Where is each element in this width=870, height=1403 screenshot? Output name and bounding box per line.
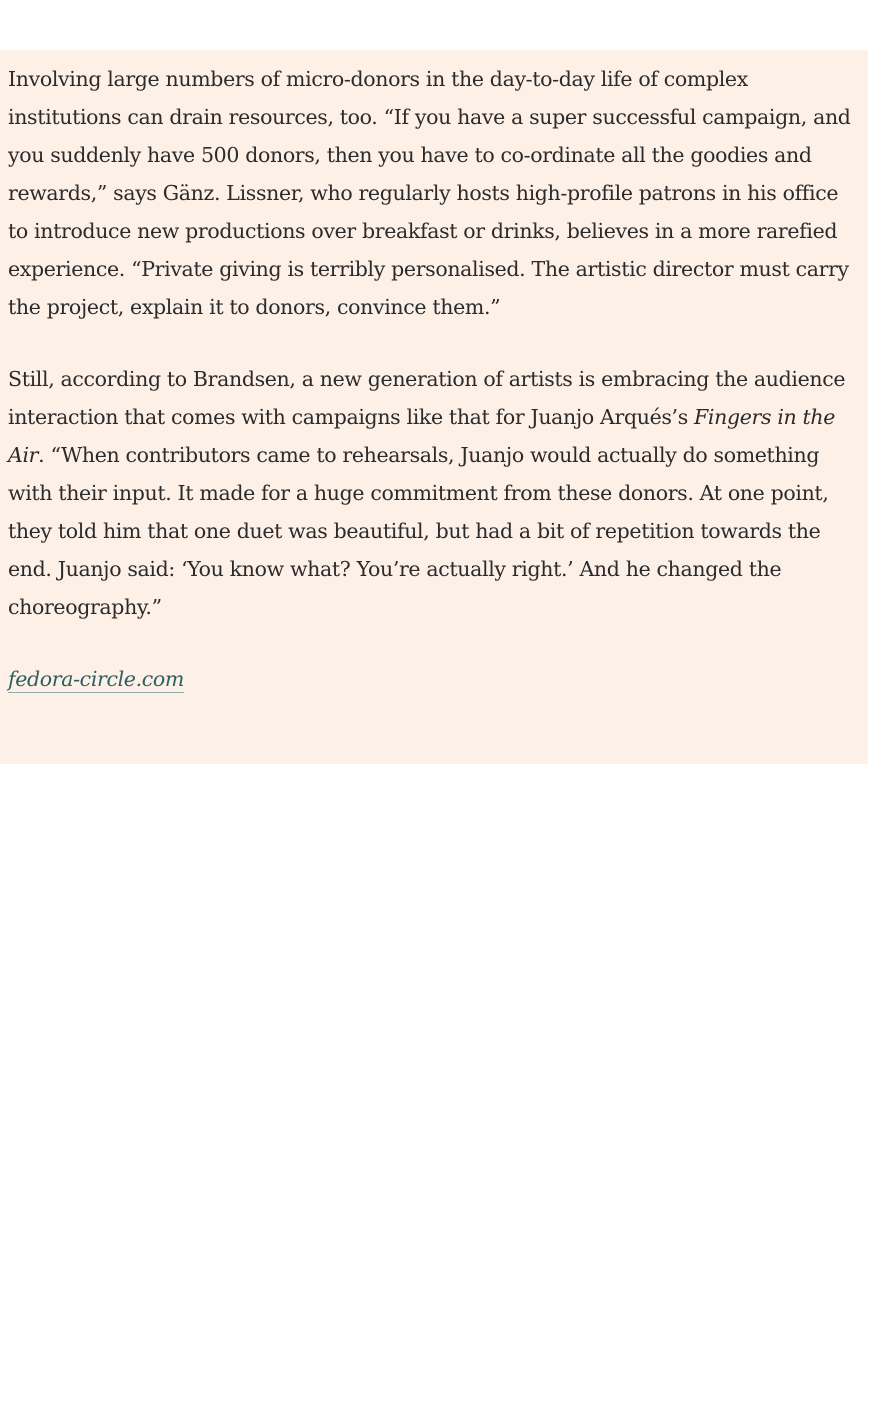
article-body (8, 60, 858, 698)
work-title: Fingers in the Air (8, 405, 836, 467)
paragraph-text-end: . “When contributors came to rehearsals, Juanjo would actually do something with their input. It made for a huge commitment from these donors. At one point, they told him that one duet was beautiful, but had a bit of repetition towards the end. Juanjo said: ‘You know what? You’re actually right.’ And he changed the choreography.” (8, 443, 829, 619)
paragraph-text-start: Still, according to Brandsen, a new generation of artists is embracing the audience interaction that comes with campaigns like that for Juanjo Arqués’s (8, 367, 846, 429)
article-panel (0, 50, 868, 764)
source-link[interactable]: fedora-circle.com (8, 667, 184, 691)
paragraph-audience-interaction (8, 360, 858, 626)
paragraph-text: Involving large numbers of micro-donors in the day-to-day life of complex institutions can drain resources, too. “If you have a super successful campaign, and you suddenly have 500 donors, then you have to co-ordinate all the goodies and rewards,” says Gänz. Lissner, who regularly hosts high-profile patrons in his office to introduce new productions over breakfast or drinks, believes in a more rarefied experience. “Private giving is terribly personalised. The artistic director must carry the project, explain it to donors, convince them.” (8, 67, 851, 319)
paragraph-funding-resources (8, 60, 858, 326)
source-line (8, 660, 858, 698)
